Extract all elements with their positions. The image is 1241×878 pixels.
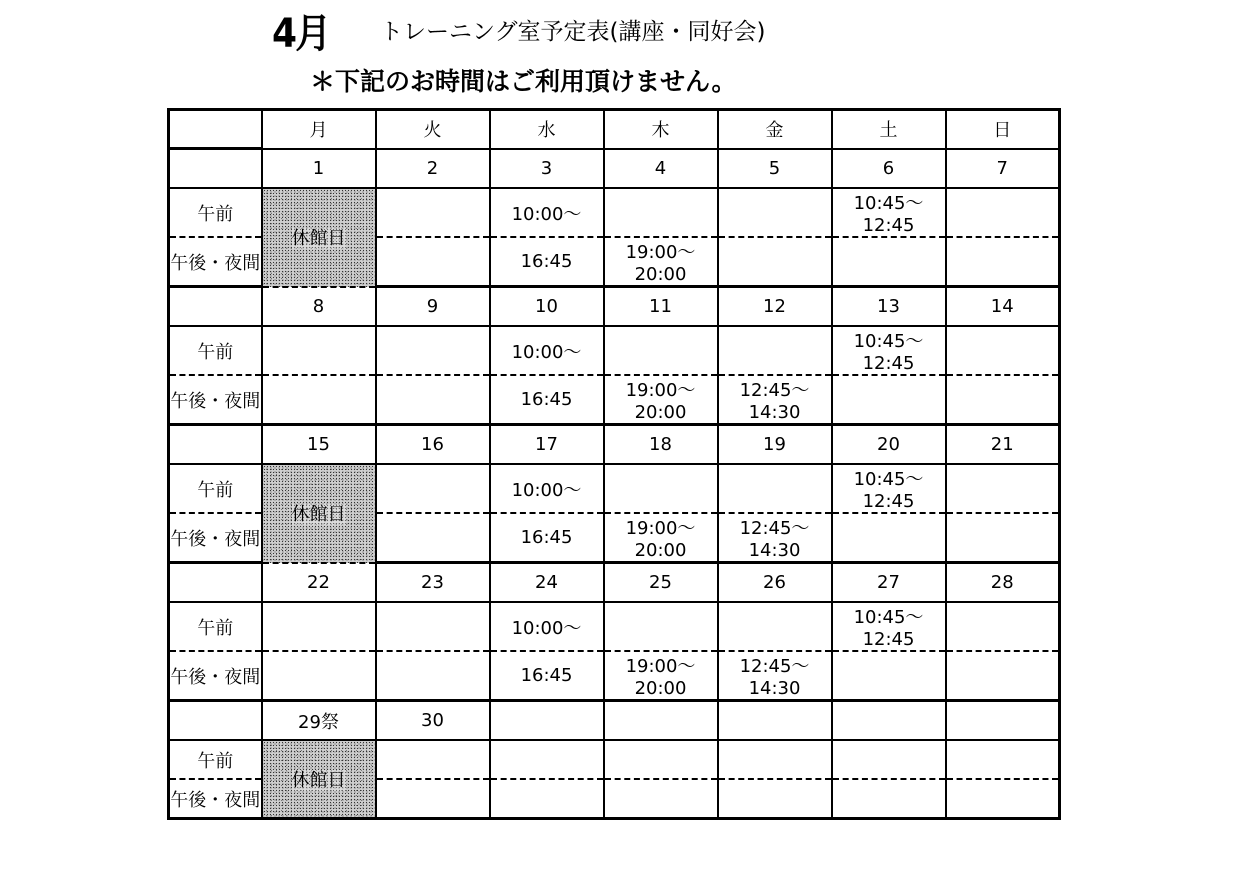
afternoon-evening-slot: 19:00～20:00 — [604, 375, 718, 425]
month-heading: 4月 — [272, 11, 330, 57]
afternoon-evening-slot — [946, 513, 1060, 563]
date-cell — [718, 701, 832, 741]
weekday-fri: 金 — [718, 110, 832, 149]
afternoon-evening-label: 午後・夜間 — [169, 779, 262, 819]
date-cell: 22 — [262, 563, 376, 603]
afternoon-evening-label: 午後・夜間 — [169, 237, 262, 287]
afternoon-evening-slot — [946, 237, 1060, 287]
afternoon-evening-slot — [376, 237, 490, 287]
afternoon-evening-row — [169, 375, 1060, 425]
date-cell — [946, 701, 1060, 741]
afternoon-evening-slot — [946, 651, 1060, 701]
date-cell: 6 — [832, 149, 946, 189]
afternoon-evening-row — [169, 651, 1060, 701]
date-cell: 13 — [832, 287, 946, 327]
morning-slot: 10:45～12:45 — [832, 326, 946, 375]
date-cell: 29祭 — [262, 701, 376, 741]
morning-slot — [376, 464, 490, 513]
date-row — [169, 563, 1060, 603]
afternoon-evening-slot: 16:45 — [490, 513, 604, 563]
afternoon-evening-slot: 16:45 — [490, 651, 604, 701]
morning-label: 午前 — [169, 464, 262, 513]
date-cell: 25 — [604, 563, 718, 603]
afternoon-evening-slot — [832, 779, 946, 819]
schedule-table — [167, 108, 1061, 820]
morning-slot — [604, 740, 718, 779]
morning-row — [169, 464, 1060, 513]
morning-slot — [262, 602, 376, 651]
date-row-label-cell — [169, 701, 262, 741]
date-cell: 10 — [490, 287, 604, 327]
afternoon-evening-slot — [718, 779, 832, 819]
afternoon-evening-slot — [832, 375, 946, 425]
morning-slot: 10:00～ — [490, 188, 604, 237]
morning-slot — [718, 188, 832, 237]
date-cell: 12 — [718, 287, 832, 327]
date-row — [169, 149, 1060, 189]
date-cell: 4 — [604, 149, 718, 189]
morning-slot: 10:00～ — [490, 326, 604, 375]
date-cell: 9 — [376, 287, 490, 327]
morning-slot — [490, 740, 604, 779]
date-cell: 26 — [718, 563, 832, 603]
closed-day-cell — [262, 464, 376, 563]
afternoon-evening-slot — [832, 513, 946, 563]
afternoon-evening-slot: 16:45 — [490, 237, 604, 287]
corner-cell — [169, 110, 262, 149]
afternoon-evening-label: 午後・夜間 — [169, 513, 262, 563]
date-cell: 16 — [376, 425, 490, 465]
morning-row — [169, 326, 1060, 375]
afternoon-evening-slot — [376, 651, 490, 701]
date-row — [169, 701, 1060, 741]
date-cell: 30 — [376, 701, 490, 741]
closed-day-cell — [262, 740, 376, 819]
date-cell — [604, 701, 718, 741]
weekday-sat: 土 — [832, 110, 946, 149]
afternoon-evening-slot — [946, 375, 1060, 425]
morning-slot: 10:00～ — [490, 602, 604, 651]
morning-slot — [946, 188, 1060, 237]
schedule-title: トレーニング室予定表(講座・同好会) — [380, 19, 766, 45]
morning-slot: 10:00～ — [490, 464, 604, 513]
date-cell: 5 — [718, 149, 832, 189]
date-cell: 18 — [604, 425, 718, 465]
afternoon-evening-slot — [832, 651, 946, 701]
morning-slot — [376, 188, 490, 237]
morning-row — [169, 602, 1060, 651]
closed-day-label: 休館日 — [291, 228, 346, 250]
afternoon-evening-slot: 19:00～20:00 — [604, 651, 718, 701]
morning-row — [169, 188, 1060, 237]
date-cell: 23 — [376, 563, 490, 603]
closed-day-label: 休館日 — [291, 770, 346, 791]
closed-day-label: 休館日 — [291, 504, 346, 526]
weekday-header-row — [169, 110, 1060, 149]
date-cell: 7 — [946, 149, 1060, 189]
afternoon-evening-slot — [832, 237, 946, 287]
afternoon-evening-slot: 19:00～20:00 — [604, 237, 718, 287]
afternoon-evening-slot — [376, 375, 490, 425]
weekday-sun: 日 — [946, 110, 1060, 149]
morning-slot — [718, 326, 832, 375]
date-cell: 1 — [262, 149, 376, 189]
date-cell: 19 — [718, 425, 832, 465]
afternoon-evening-label: 午後・夜間 — [169, 375, 262, 425]
morning-slot — [604, 188, 718, 237]
closed-day-cell — [262, 188, 376, 287]
morning-slot — [946, 464, 1060, 513]
date-cell — [832, 701, 946, 741]
afternoon-evening-label: 午後・夜間 — [169, 651, 262, 701]
morning-slot — [376, 740, 490, 779]
date-cell: 20 — [832, 425, 946, 465]
afternoon-evening-slot — [946, 779, 1060, 819]
morning-label: 午前 — [169, 326, 262, 375]
date-row-label-cell — [169, 425, 262, 465]
weekday-tue: 火 — [376, 110, 490, 149]
morning-slot — [832, 740, 946, 779]
morning-row — [169, 740, 1060, 779]
morning-label: 午前 — [169, 602, 262, 651]
morning-slot: 10:45～12:45 — [832, 602, 946, 651]
afternoon-evening-slot: 19:00～20:00 — [604, 513, 718, 563]
afternoon-evening-slot: 16:45 — [490, 375, 604, 425]
morning-label: 午前 — [169, 188, 262, 237]
morning-slot — [604, 464, 718, 513]
date-cell: 27 — [832, 563, 946, 603]
date-cell: 24 — [490, 563, 604, 603]
date-cell: 2 — [376, 149, 490, 189]
unavailable-note: ＊下記のお時間はご利用頂けません。 — [310, 67, 737, 96]
afternoon-evening-slot — [490, 779, 604, 819]
date-cell: 14 — [946, 287, 1060, 327]
date-cell: 28 — [946, 563, 1060, 603]
afternoon-evening-slot — [262, 651, 376, 701]
afternoon-evening-slot — [718, 237, 832, 287]
morning-slot — [946, 602, 1060, 651]
morning-slot — [718, 740, 832, 779]
date-cell: 17 — [490, 425, 604, 465]
date-cell: 21 — [946, 425, 1060, 465]
afternoon-evening-slot: 12:45～14:30 — [718, 513, 832, 563]
date-row-label-cell — [169, 563, 262, 603]
afternoon-evening-slot — [376, 779, 490, 819]
afternoon-evening-slot: 12:45～14:30 — [718, 375, 832, 425]
afternoon-evening-slot — [604, 779, 718, 819]
date-cell: 15 — [262, 425, 376, 465]
date-row-label-cell — [169, 287, 262, 327]
date-row — [169, 425, 1060, 465]
morning-slot: 10:45～12:45 — [832, 188, 946, 237]
morning-slot — [604, 602, 718, 651]
weekday-thu: 木 — [604, 110, 718, 149]
date-cell: 3 — [490, 149, 604, 189]
morning-slot — [946, 326, 1060, 375]
morning-label: 午前 — [169, 740, 262, 779]
morning-slot: 10:45～12:45 — [832, 464, 946, 513]
date-cell: 11 — [604, 287, 718, 327]
date-row-label-cell — [169, 149, 262, 189]
morning-slot — [604, 326, 718, 375]
weekday-wed: 水 — [490, 110, 604, 149]
afternoon-evening-slot — [376, 513, 490, 563]
weekday-mon: 月 — [262, 110, 376, 149]
morning-slot — [718, 464, 832, 513]
date-cell: 8 — [262, 287, 376, 327]
date-row — [169, 287, 1060, 327]
morning-slot — [262, 326, 376, 375]
date-cell — [490, 701, 604, 741]
morning-slot — [376, 326, 490, 375]
morning-slot — [718, 602, 832, 651]
afternoon-evening-slot — [262, 375, 376, 425]
morning-slot — [376, 602, 490, 651]
morning-slot — [946, 740, 1060, 779]
afternoon-evening-slot: 12:45～14:30 — [718, 651, 832, 701]
